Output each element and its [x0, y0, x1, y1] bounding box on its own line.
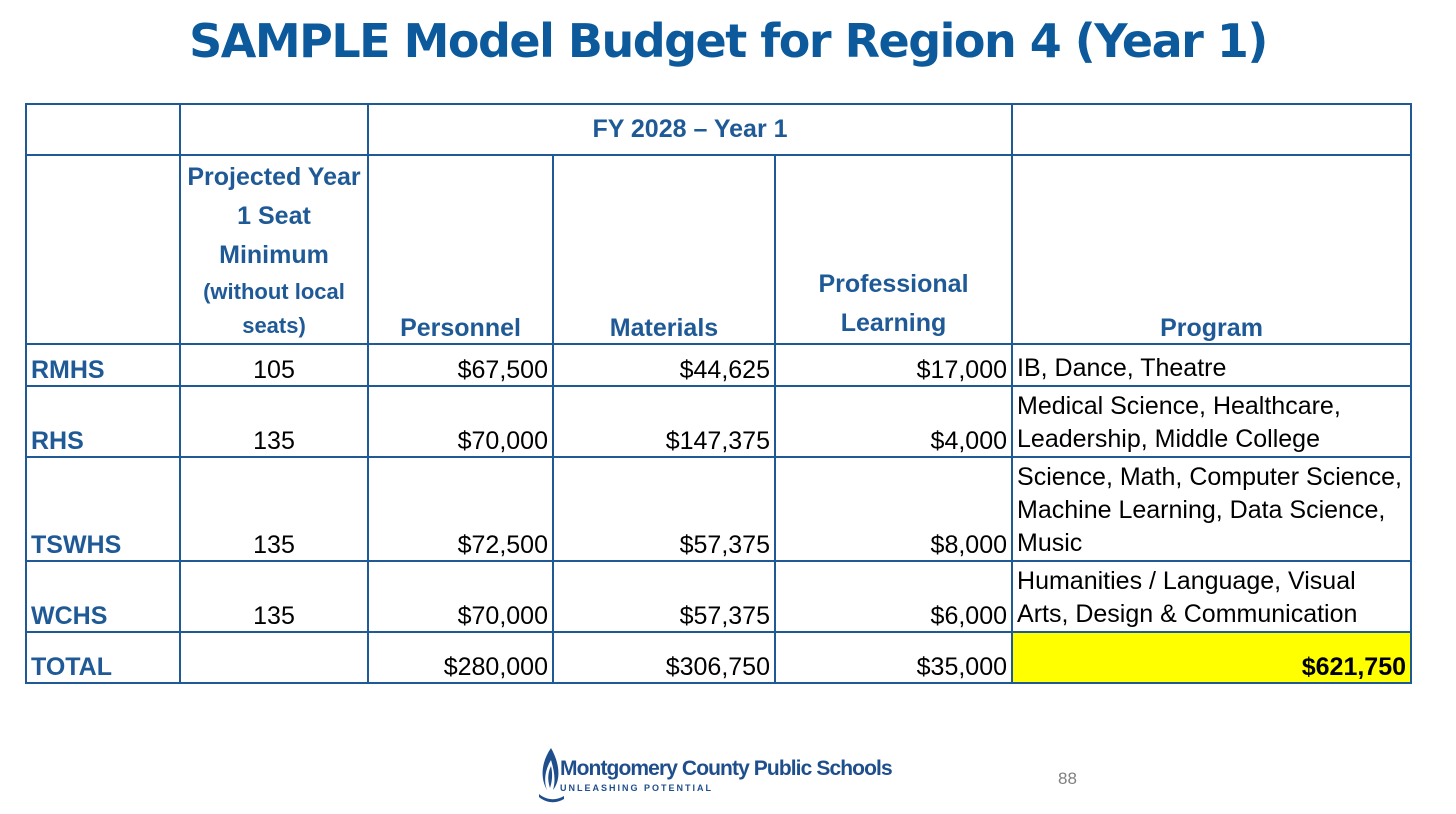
table-row: [26, 561, 1411, 632]
materials-value: $57,375: [553, 561, 775, 632]
professional-learning-value: $4,000: [775, 386, 1012, 457]
table-row: [26, 344, 1411, 386]
seat-minimum-label: Projected Year 1 Seat Minimum: [187, 163, 361, 269]
program-description: Humanities / Language, Visual Arts, Design & Communication: [1012, 561, 1411, 632]
logo-wordmark: Montgomery County Public Schools: [560, 757, 892, 780]
materials-header: Materials: [553, 155, 775, 344]
seat-minimum-header: [180, 155, 368, 344]
table-row: [26, 457, 1411, 561]
personnel-value: $67,500: [368, 344, 553, 386]
logo-tagline: UNLEASHING POTENTIAL: [560, 783, 714, 793]
empty-header-cell: [26, 155, 180, 344]
professional-learning-header: Professional Learning: [775, 155, 1012, 344]
period-header: FY 2028 – Year 1: [368, 104, 1012, 155]
school-name: TSWHS: [26, 457, 180, 561]
total-seats: [180, 632, 368, 683]
total-materials: $306,750: [553, 632, 775, 683]
mcps-logo: [538, 746, 892, 806]
empty-header-cell: [180, 104, 368, 155]
empty-header-cell: [26, 104, 180, 155]
school-name: RMHS: [26, 344, 180, 386]
materials-value: $44,625: [553, 344, 775, 386]
grand-total: $621,750: [1012, 632, 1411, 683]
personnel-value: $72,500: [368, 457, 553, 561]
materials-value: $57,375: [553, 457, 775, 561]
school-name: RHS: [26, 386, 180, 457]
table-row: [26, 386, 1411, 457]
seat-count: 135: [180, 457, 368, 561]
table-header-row-period: [26, 104, 1411, 155]
total-label: TOTAL: [26, 632, 180, 683]
personnel-header: Personnel: [368, 155, 553, 344]
total-personnel: $280,000: [368, 632, 553, 683]
page-number: 88: [1058, 769, 1077, 788]
table-header-row-columns: [26, 155, 1411, 344]
budget-table: [25, 103, 1412, 684]
total-row: [26, 632, 1411, 683]
personnel-value: $70,000: [368, 561, 553, 632]
materials-value: $147,375: [553, 386, 775, 457]
seat-count: 105: [180, 344, 368, 386]
professional-learning-value: $6,000: [775, 561, 1012, 632]
program-description: IB, Dance, Theatre: [1012, 344, 1411, 386]
total-professional-learning: $35,000: [775, 632, 1012, 683]
professional-learning-value: $8,000: [775, 457, 1012, 561]
program-header: Program: [1012, 155, 1411, 344]
page-title: SAMPLE Model Budget for Region 4 (Year 1): [189, 14, 1267, 68]
seat-minimum-note: (without local seats): [203, 279, 345, 338]
professional-learning-value: $17,000: [775, 344, 1012, 386]
seat-count: 135: [180, 561, 368, 632]
personnel-value: $70,000: [368, 386, 553, 457]
school-name: WCHS: [26, 561, 180, 632]
program-description: Medical Science, Healthcare, Leadership, Middle College: [1012, 386, 1411, 457]
seat-count: 135: [180, 386, 368, 457]
empty-header-cell: [1012, 104, 1411, 155]
program-description: Science, Math, Computer Science, Machine Learning, Data Science, Music: [1012, 457, 1411, 561]
